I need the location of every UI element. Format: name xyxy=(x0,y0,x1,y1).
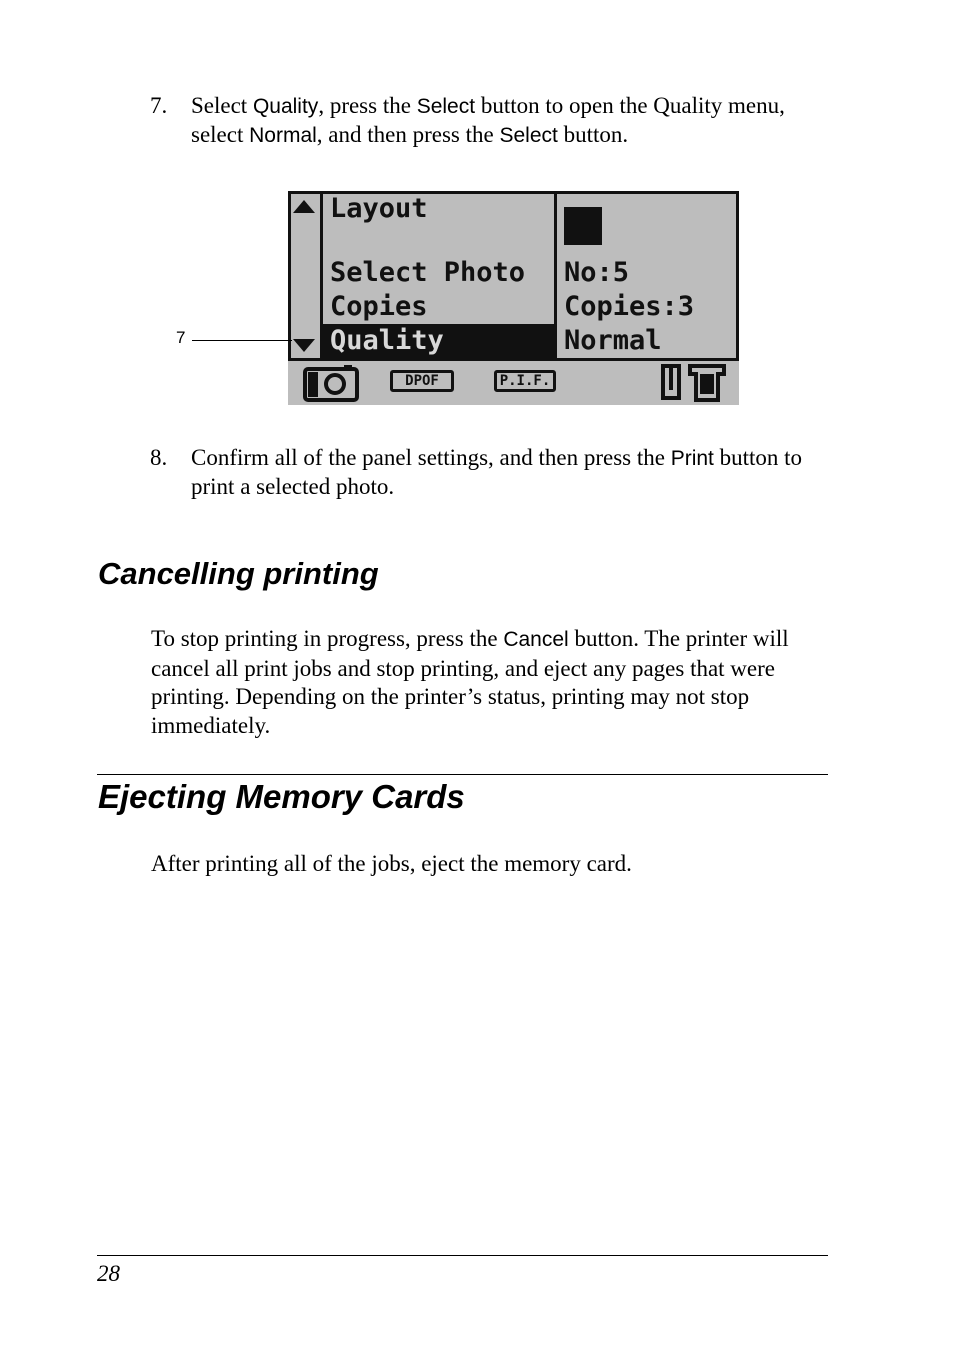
step-7 xyxy=(150,92,830,152)
step-8 xyxy=(150,444,830,504)
ui-term-select: Select xyxy=(499,124,558,147)
memory-card-icon xyxy=(660,363,730,403)
ui-term-quality: Quality xyxy=(252,95,319,118)
section-heading-cancelling: Cancelling printing xyxy=(98,556,379,591)
text-run: button. The printer will cancel all print jobs and stop printing, and eject any pages that were printing. Depending on the printer’s status, printing may not stop immediately. xyxy=(151,626,789,738)
step-text xyxy=(191,92,830,150)
footer-rule xyxy=(97,1255,828,1256)
step-number: 7. xyxy=(150,93,168,118)
ui-term-print: Print xyxy=(670,447,714,470)
callout-label: 7 xyxy=(176,328,186,347)
lcd-selected-row xyxy=(323,324,554,361)
step-text xyxy=(191,444,830,501)
lcd-menu-item-copies: Copies xyxy=(330,291,428,322)
photo-thumbnail-icon xyxy=(564,207,602,245)
text-run: button to print a selected photo. xyxy=(191,445,803,499)
lcd-menu-item-quality: Quality xyxy=(330,325,444,356)
text-run: , and then press the xyxy=(316,122,500,147)
text-run: button. xyxy=(557,122,629,147)
section-rule xyxy=(97,774,828,775)
lcd-menu-item-select-photo: Select Photo xyxy=(330,257,526,288)
ui-term-select: Select xyxy=(416,95,476,118)
text-run: To stop printing in progress, press the xyxy=(151,626,504,651)
cancel-paragraph xyxy=(151,625,829,740)
step-number: 8. xyxy=(150,445,168,470)
ui-term-normal: Normal xyxy=(249,124,317,147)
text-run: Confirm all of the panel settings, and then press the xyxy=(191,445,671,470)
page-number: 28 xyxy=(97,1261,120,1286)
ui-term-cancel: Cancel xyxy=(503,628,569,651)
lcd-menu-item-layout: Layout xyxy=(330,193,428,224)
text-run: , press the xyxy=(318,93,417,118)
text-run: Select xyxy=(191,93,253,118)
lcd-value-copies: Copies:3 xyxy=(564,291,695,322)
lcd-value-quality: Normal xyxy=(564,325,662,356)
eject-paragraph: After printing all of the jobs, eject the memory card. xyxy=(151,851,632,876)
lcd-panel-figure xyxy=(288,191,739,405)
pif-badge: P.I.F. xyxy=(494,370,556,392)
callout-line xyxy=(192,340,292,341)
section-heading-ejecting: Ejecting Memory Cards xyxy=(98,778,465,815)
lcd-value-photo-no: No:5 xyxy=(564,257,630,288)
dpof-badge: DPOF xyxy=(390,370,454,392)
scroll-arrows-icon xyxy=(288,191,320,361)
text-run: button to open the Quality menu, select xyxy=(191,93,785,147)
camera-icon xyxy=(302,363,360,403)
lcd-scroll-column xyxy=(288,191,323,361)
lcd-divider xyxy=(554,191,557,361)
